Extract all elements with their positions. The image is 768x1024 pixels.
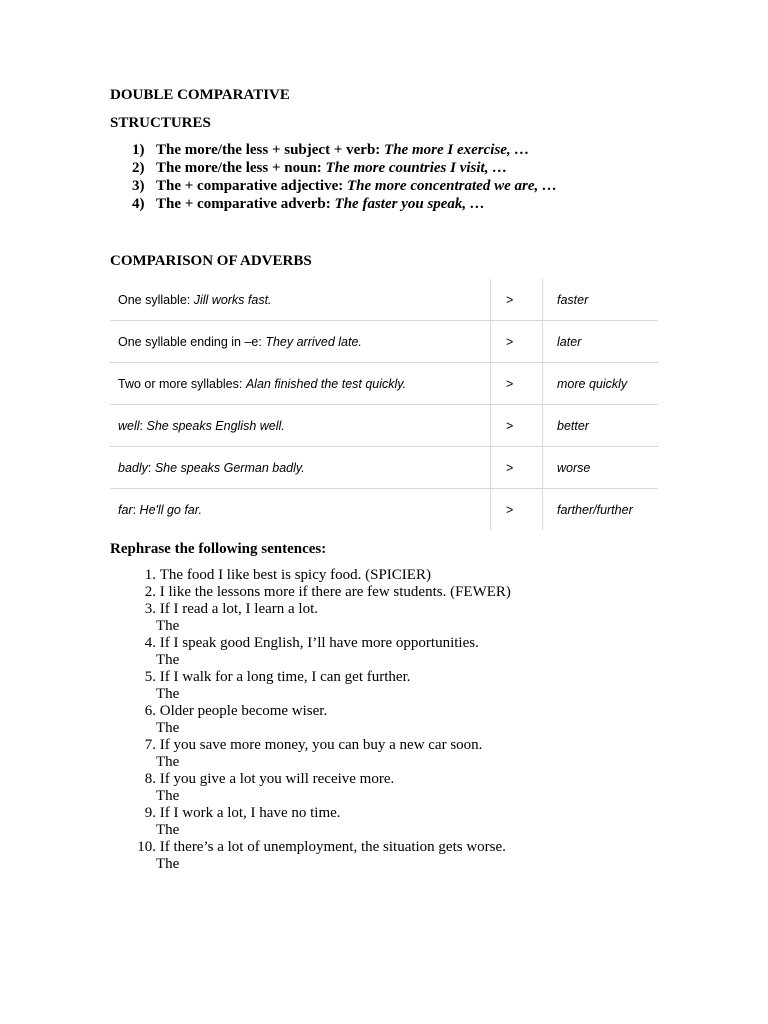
rule-text: One syllable:: [118, 292, 194, 307]
exercise-list: [110, 567, 511, 873]
arrow-cell: >: [491, 279, 543, 321]
answer-prompt: The: [156, 822, 180, 838]
structure-number: 4): [132, 196, 145, 212]
exercise-item: [110, 635, 511, 669]
table-row: [110, 279, 658, 321]
table-row: [110, 321, 658, 363]
exercise-sentence: If I work a lot, I have no time.: [159, 805, 341, 821]
arrow-cell: >: [491, 447, 543, 489]
result-cell: better: [543, 405, 659, 447]
exercise-item: [110, 737, 511, 771]
structure-example: The more I exercise, …: [384, 142, 530, 158]
exercise-sentence: The food I like best is spicy food. (SPICIER): [159, 567, 431, 583]
exercise-sentence: I like the lessons more if there are few students. (FEWER): [159, 584, 511, 600]
structure-text: The more/the less + subject + verb:: [156, 142, 385, 158]
structure-text: The + comparative adverb:: [156, 196, 335, 212]
arrow-cell: >: [491, 489, 543, 531]
result-cell: faster: [557, 292, 589, 307]
exercise-number: 10.: [137, 839, 156, 855]
rule-cell: [110, 363, 491, 405]
exercise-sentence: If you save more money, you can buy a new car soon.: [159, 737, 483, 753]
answer-prompt: The: [156, 788, 180, 804]
exercise-item: [110, 669, 511, 703]
example-text: Jill works fast.: [193, 292, 272, 307]
result-cell: later: [543, 321, 659, 363]
answer-prompt: The: [156, 618, 180, 634]
arrow-cell: >: [491, 405, 543, 447]
rule-cell: [110, 489, 491, 531]
rule-word: badly: [118, 460, 148, 475]
example-text: She speaks German badly.: [154, 460, 305, 475]
comparison-table: [110, 279, 658, 530]
structure-number: 2): [132, 160, 145, 176]
exercise-number: 7.: [144, 737, 156, 753]
arrow-cell: >: [491, 363, 543, 405]
structure-item: [132, 159, 557, 177]
exercise-sentence: If you give a lot you will receive more.: [159, 771, 395, 787]
rule-cell: [110, 279, 491, 321]
exercise-item: [110, 567, 511, 584]
exercise-number: 3.: [144, 601, 156, 617]
structure-number: 1): [132, 142, 145, 158]
structure-item: [132, 177, 557, 195]
rule-cell: [110, 447, 491, 489]
structures-list: [132, 141, 557, 213]
answer-prompt: The: [156, 720, 180, 736]
example-text: Alan finished the test quickly.: [245, 376, 407, 391]
exercise-number: 6.: [144, 703, 156, 719]
exercise-number: 8.: [144, 771, 156, 787]
page-title: DOUBLE COMPARATIVE: [110, 87, 290, 103]
rule-text: One syllable ending in –e:: [118, 334, 266, 349]
structure-text: The more/the less + noun:: [156, 160, 326, 176]
exercise-number: 5.: [144, 669, 156, 685]
comparison-heading: COMPARISON OF ADVERBS: [110, 253, 312, 269]
structure-example: The more concentrated we are, …: [347, 178, 557, 194]
rule-cell: [110, 321, 491, 363]
example-text: They arrived late.: [265, 334, 362, 349]
structures-heading: STRUCTURES: [110, 115, 211, 131]
rule-colon: :: [147, 460, 155, 475]
table-row: [110, 363, 658, 405]
exercise-item: [110, 584, 511, 601]
answer-prompt: The: [156, 686, 180, 702]
structure-item: [132, 195, 557, 213]
structure-example: The faster you speak, …: [334, 196, 485, 212]
rule-colon: :: [139, 418, 147, 433]
arrow-cell: >: [491, 321, 543, 363]
exercise-number: 1.: [144, 567, 156, 583]
exercise-sentence: If I read a lot, I learn a lot.: [159, 601, 319, 617]
example-text: She speaks English well.: [146, 418, 285, 433]
exercise-number: 2.: [144, 584, 156, 600]
exercise-item: [110, 771, 511, 805]
structure-number: 3): [132, 178, 145, 194]
answer-prompt: The: [156, 856, 180, 872]
exercise-item: [110, 703, 511, 737]
exercise-item: [110, 805, 511, 839]
rule-word: far: [118, 502, 133, 517]
answer-prompt: The: [156, 754, 180, 770]
exercise-item: [110, 601, 511, 635]
result-cell: worse: [543, 447, 659, 489]
result-cell: more quickly: [543, 363, 659, 405]
table-row: [110, 489, 658, 531]
table-row: [110, 405, 658, 447]
structure-item: [132, 141, 557, 159]
rule-text: Two or more syllables:: [118, 376, 246, 391]
exercise-number: 4.: [144, 635, 156, 651]
exercise-sentence: Older people become wiser.: [159, 703, 328, 719]
exercise-item: [110, 839, 511, 873]
exercise-number: 9.: [144, 805, 156, 821]
example-text: He'll go far.: [139, 502, 202, 517]
rule-cell: [110, 405, 491, 447]
rule-word: well: [118, 418, 140, 433]
table-row: [110, 447, 658, 489]
exercise-sentence: If there’s a lot of unemployment, the situation gets worse.: [159, 839, 506, 855]
rule-colon: :: [132, 502, 140, 517]
answer-prompt: The: [156, 652, 180, 668]
exercise-sentence: If I walk for a long time, I can get further.: [159, 669, 411, 685]
exercise-sentence: If I speak good English, I’ll have more opportunities.: [159, 635, 479, 651]
result-cell: farther/further: [543, 489, 659, 531]
structure-text: The + comparative adjective:: [156, 178, 347, 194]
rephrase-heading: Rephrase the following sentences:: [110, 541, 327, 557]
structure-example: The more countries I visit, …: [325, 160, 508, 176]
